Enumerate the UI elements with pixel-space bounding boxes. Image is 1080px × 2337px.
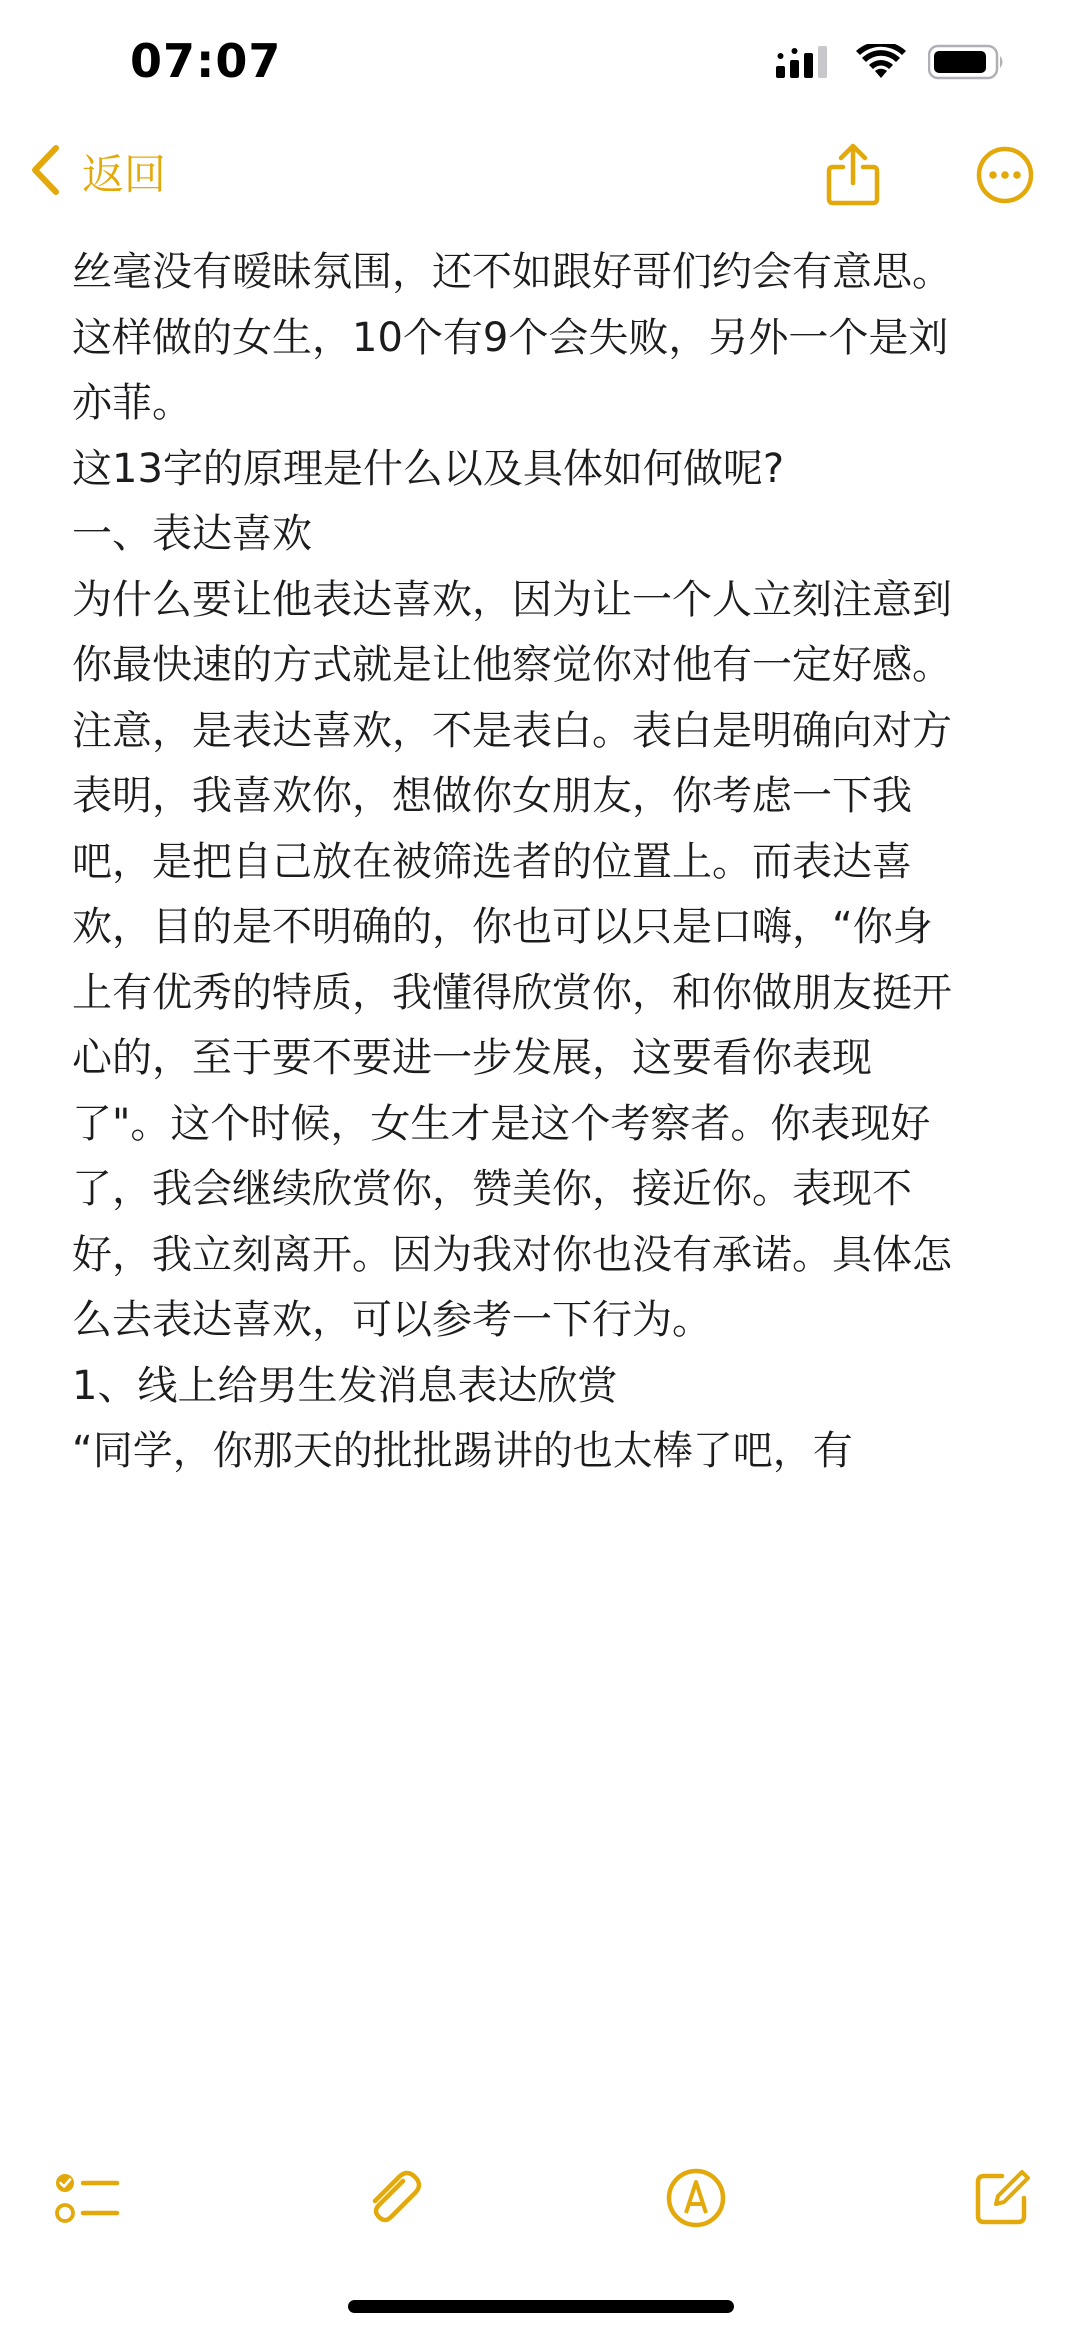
- note-line: 注意，是表达喜欢，不是表白。表白是明确向对方: [72, 707, 952, 754]
- nav-actions: [818, 142, 1040, 212]
- note-line: 为什么要让他表达喜欢，因为让一个人立刻注意到: [72, 576, 952, 623]
- note-line: 上有优秀的特质，我懂得欣赏你，和你做朋友挺开: [72, 969, 952, 1016]
- back-label: 返回: [82, 150, 167, 199]
- compose-button[interactable]: [962, 2160, 1042, 2240]
- markup-button[interactable]: [656, 2160, 736, 2240]
- note-line: 你最快速的方式就是让他察觉你对他有一定好感。: [72, 642, 952, 688]
- chevron-left-icon: [30, 144, 60, 200]
- more-ellipsis-icon: [975, 145, 1035, 209]
- home-indicator[interactable]: [348, 2300, 734, 2313]
- note-line: 吧，是把自己放在被筛选者的位置上。而表达喜: [72, 838, 912, 885]
- cellular-signal-icon: [776, 44, 834, 84]
- checklist-button[interactable]: [48, 2160, 128, 2240]
- note-line: 这13字的原理是什么以及具体如何做呢?: [72, 445, 785, 492]
- note-body[interactable]: [72, 240, 1020, 1485]
- compose-icon: [972, 2168, 1032, 2232]
- status-time: 07:07: [130, 34, 282, 88]
- nav-bar: [0, 130, 1080, 230]
- note-line: 亦菲。: [72, 380, 192, 426]
- note-line: 好，我立刻离开。因为我对你也没有承诺。具体怎: [72, 1231, 952, 1278]
- attachment-icon: [363, 2167, 425, 2233]
- note-line: 了，我会继续欣赏你，赞美你，接近你。表现不: [72, 1166, 912, 1212]
- checklist-icon: [55, 2169, 121, 2231]
- note-line: 么去表达喜欢，可以参考一下行为。: [72, 1297, 712, 1343]
- more-button[interactable]: [970, 142, 1040, 212]
- bottom-toolbar: [0, 2160, 1080, 2240]
- note-line: 了"。这个时候，女生才是这个考察者。你表现好: [72, 1100, 931, 1147]
- note-line: 这样做的女生，10个有9个会失败，另外一个是刘: [72, 314, 949, 361]
- note-line: 丝毫没有暧昧氛围，还不如跟好哥们约会有意思。: [72, 249, 952, 295]
- share-icon: [825, 143, 881, 211]
- status-icons: [776, 44, 1006, 84]
- share-button[interactable]: [818, 142, 888, 212]
- markup-icon: [665, 2167, 727, 2233]
- note-line: 一、表达喜欢: [72, 511, 312, 557]
- wifi-icon: [856, 44, 906, 84]
- note-line: 表明，我喜欢你，想做你女朋友，你考虑一下我: [72, 773, 912, 819]
- status-bar: [0, 0, 1080, 130]
- note-line: 心的，至于要不要进一步发展，这要看你表现: [72, 1035, 872, 1081]
- note-line: 1、线上给男生发消息表达欣赏: [72, 1362, 618, 1409]
- note-line: “同学，你那天的批批踢讲的也太棒了吧，有: [72, 1428, 853, 1474]
- back-button[interactable]: [30, 142, 166, 202]
- note-line: 欢，目的是不明确的，你也可以只是口嗨，“你身: [72, 904, 933, 950]
- battery-icon: [928, 44, 1006, 84]
- attachment-button[interactable]: [354, 2160, 434, 2240]
